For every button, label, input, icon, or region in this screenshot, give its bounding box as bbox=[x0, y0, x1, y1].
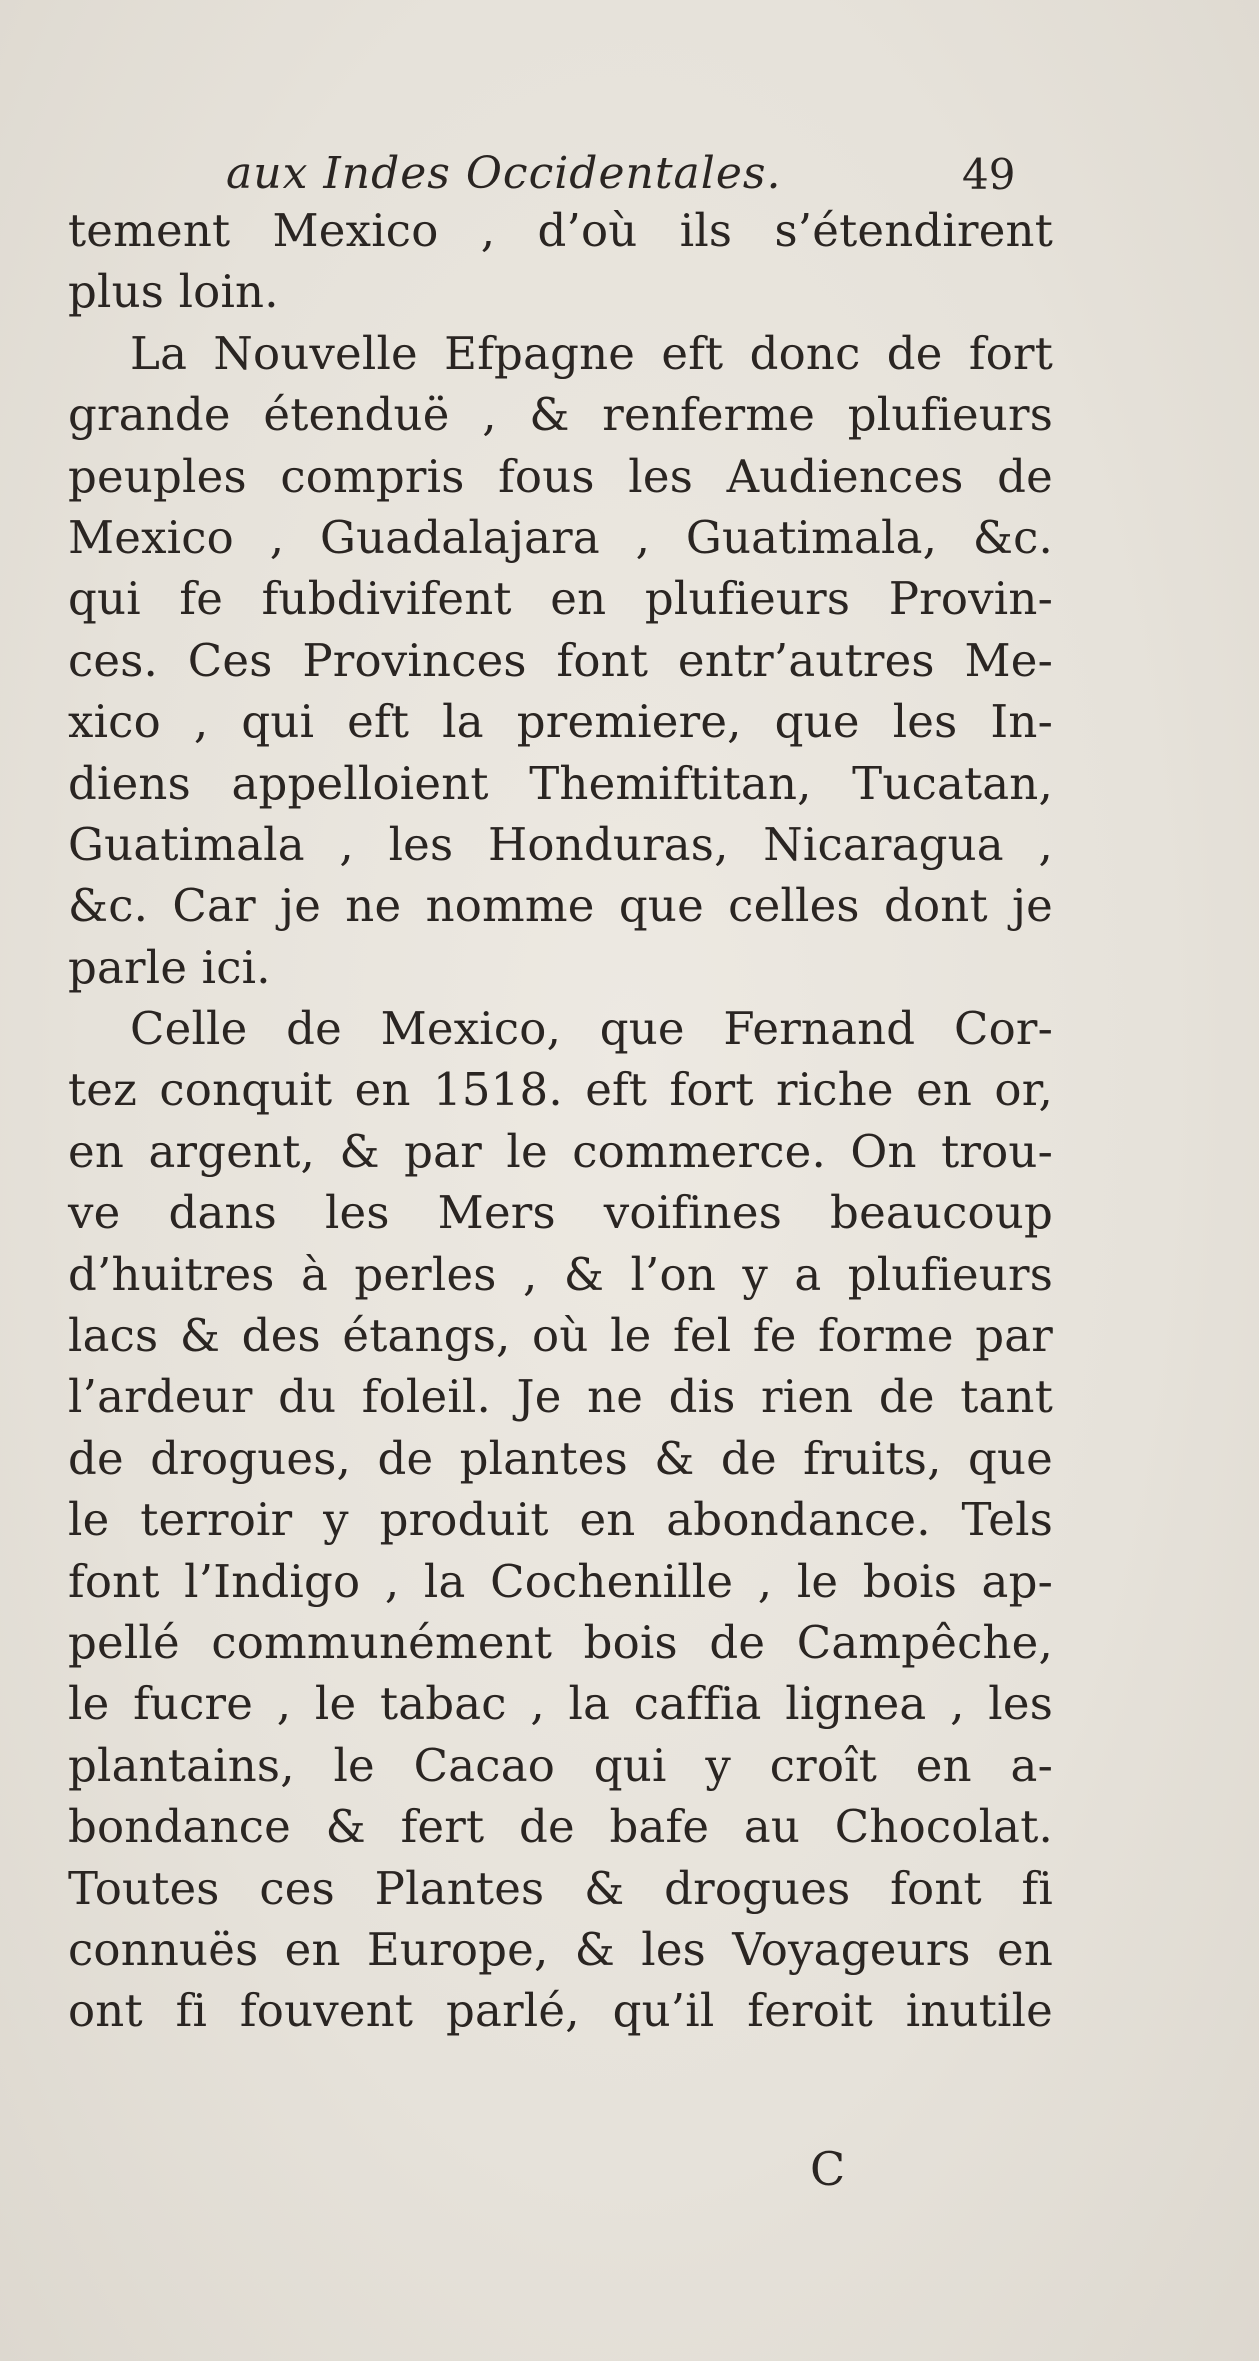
text-line: l’ardeur du foleil. Je ne dis rien de tant bbox=[68, 1370, 1053, 1424]
page-header bbox=[0, 140, 1259, 200]
text-line: parle ici. bbox=[68, 940, 271, 994]
text-line: qui fe fubdivifent en plufieurs Provin- bbox=[68, 572, 1053, 626]
text-line: ces. Ces Provinces font entr’autres Me- bbox=[68, 633, 1053, 687]
text-line: Guatimala , les Honduras, Nicaragua , bbox=[68, 817, 1053, 871]
text-line: le terroir y produit en abondance. Tels bbox=[68, 1493, 1053, 1547]
text-line: xico , qui eft la premiere, que les In- bbox=[68, 695, 1053, 749]
text-line: plantains, le Cacao qui y croît en a- bbox=[68, 1738, 1053, 1792]
text-line: en argent, & par le commerce. On trou- bbox=[68, 1124, 1053, 1178]
body-text bbox=[68, 200, 1053, 2042]
text-line: bondance & fert de bafe au Chocolat. bbox=[68, 1800, 1053, 1854]
text-line: &c. Car je ne nomme que celles dont je bbox=[68, 879, 1053, 933]
text-line: connuës en Europe, & les Voyageurs en bbox=[68, 1922, 1053, 1976]
text-line: grande étenduë , & renferme plufieurs bbox=[68, 388, 1053, 442]
text-line: le fucre , le tabac , la caffia lignea , les bbox=[68, 1677, 1053, 1731]
running-head: aux Indes Occidentales. bbox=[226, 148, 782, 199]
text-line: diens appelloient Themiftitan, Tucatan, bbox=[68, 756, 1053, 810]
text-line: ve dans les Mers voifines beaucoup bbox=[68, 1186, 1053, 1240]
text-line: Mexico , Guadalajara , Guatimala, &c. bbox=[68, 510, 1053, 564]
signature-mark: C bbox=[810, 2142, 846, 2196]
text-line: Toutes ces Plantes & drogues font fi bbox=[68, 1861, 1053, 1915]
text-line: Celle de Mexico, que Fernand Cor- bbox=[130, 1002, 1053, 1056]
text-line: pellé communément bois de Campêche, bbox=[68, 1615, 1053, 1669]
text-line: tez conquit en 1518. eft fort riche en or, bbox=[68, 1063, 1053, 1117]
text-line: lacs & des étangs, où le fel fe forme par bbox=[68, 1309, 1053, 1363]
text-line: La Nouvelle Efpagne eft donc de fort bbox=[130, 326, 1053, 380]
page-number: 49 bbox=[962, 150, 1016, 199]
text-line: d’huitres à perles , & l’on y a plufieurs bbox=[68, 1247, 1053, 1301]
text-line: plus loin. bbox=[68, 265, 279, 319]
text-line: tement Mexico , d’où ils s’étendirent bbox=[68, 204, 1053, 257]
text-line: font l’Indigo , la Cochenille , le bois ap- bbox=[68, 1554, 1053, 1608]
text-line: ont fi fouvent parlé, qu’il feroit inutile bbox=[68, 1984, 1053, 2038]
text-line: de drogues, de plantes & de fruits, que bbox=[68, 1431, 1053, 1485]
text-line: peuples compris fous les Audiences de bbox=[68, 449, 1053, 503]
